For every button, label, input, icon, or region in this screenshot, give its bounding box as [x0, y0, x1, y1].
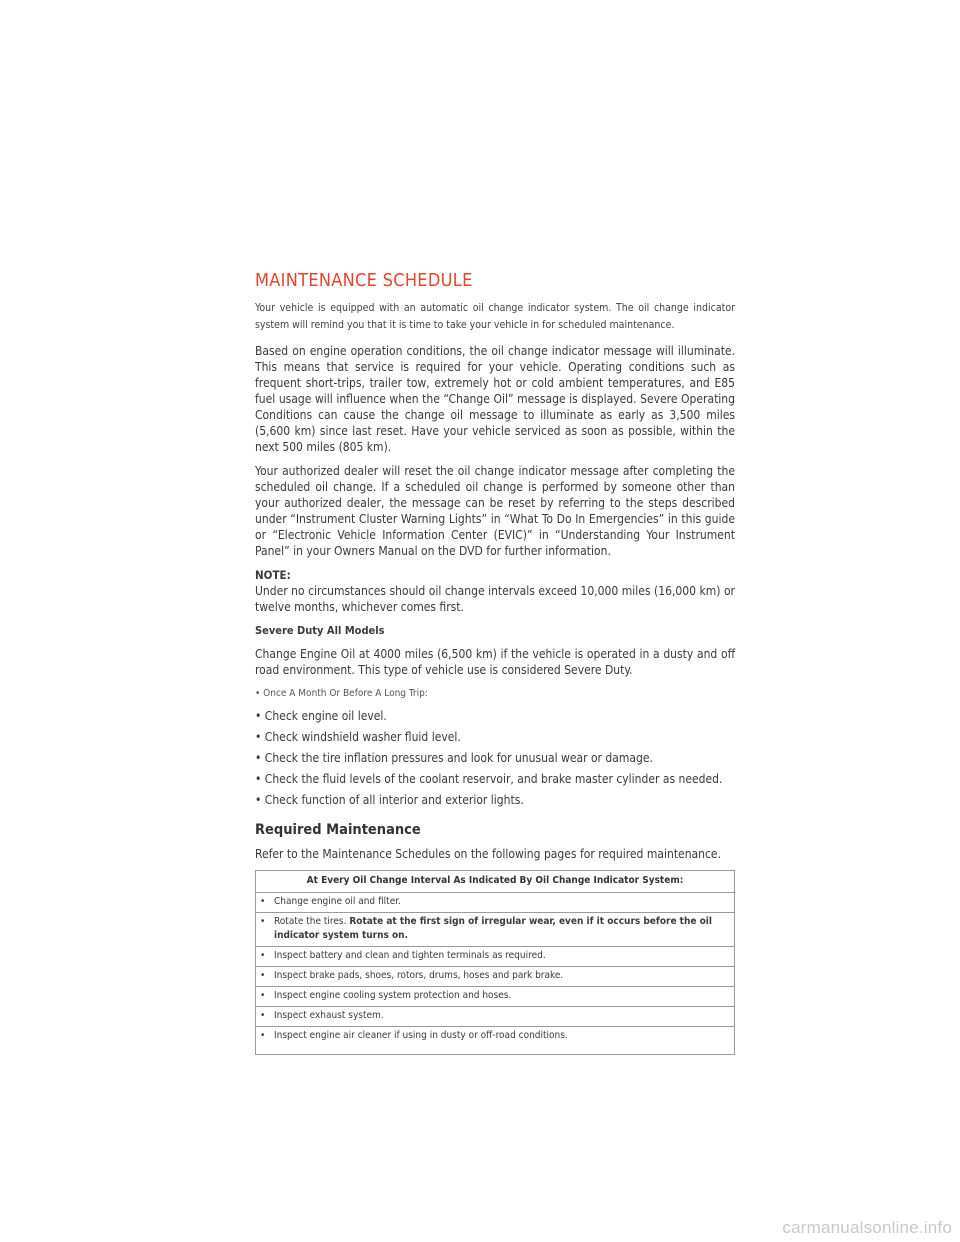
table-row	[256, 1027, 735, 1055]
required-maintenance-text: Refer to the Maintenance Schedules on the following pages for required maintenance.	[255, 847, 722, 861]
intro-text: Your vehicle is equipped with an automatic oil change indicator system. The oil change indicator system will remind you that it is time to take your vehicle in for scheduled maintenance.	[255, 302, 735, 331]
table-cell: Inspect engine cooling system protection and hoses.	[274, 990, 512, 1001]
table-row	[256, 893, 735, 913]
bullet: •	[260, 1010, 266, 1021]
maintenance-table	[255, 870, 735, 1055]
bullet: •	[260, 916, 266, 927]
list-item: • Check the tire inflation pressures and look for unusual wear or damage.	[255, 751, 653, 765]
table-header: At Every Oil Change Interval As Indicated By Oil Change Indicator System:	[256, 871, 735, 893]
list-item: • Check engine oil level.	[255, 709, 387, 723]
bullet: •	[260, 990, 266, 1001]
table-row	[256, 1007, 735, 1027]
table-cell: Inspect brake pads, shoes, rotors, drums, hoses and park brake.	[274, 970, 564, 981]
bullet: •	[260, 950, 266, 961]
table-row	[256, 967, 735, 987]
table-row	[256, 913, 735, 947]
list-item: • Check the fluid levels of the coolant reservoir, and brake master cylinder as needed.	[255, 772, 723, 786]
page-title: MAINTENANCE SCHEDULE	[255, 270, 473, 291]
table-cell-bold: Rotate at the first sign of irregular wear, even if it occurs before the oil indicator system turns on.	[274, 916, 712, 941]
table-cell: Inspect engine air cleaner if using in dusty or off-road conditions.	[274, 1030, 568, 1041]
required-maintenance-title: Required Maintenance	[255, 822, 421, 838]
monthly-check-label: • Once A Month Or Before A Long Trip:	[255, 688, 428, 699]
list-item: • Check windshield washer fluid level.	[255, 730, 461, 744]
severe-duty-text: Change Engine Oil at 4000 miles (6,500 km) if the vehicle is operated in a dusty and off road environment. This type of vehicle use is considered Severe Duty.	[255, 647, 735, 677]
watermark: carmanualsonline.info	[782, 1218, 952, 1237]
page-content	[255, 270, 735, 1055]
table-cell-plain: Rotate the tires.	[274, 916, 350, 927]
bullet: •	[260, 970, 266, 981]
table-cell: Inspect battery and clean and tighten terminals as required.	[274, 950, 546, 961]
list-item: • Check function of all interior and exterior lights.	[255, 793, 524, 807]
severe-duty-heading: Severe Duty All Models	[255, 624, 385, 637]
table-row	[256, 987, 735, 1007]
paragraph-dealer-reset: Your authorized dealer will reset the oil change indicator message after completing the scheduled oil change. If a scheduled oil change is performed by someone other than your authorized dealer, the message can be reset by referring to the steps described under “Instrument Cluster Warning Lights” in “What To Do In Emergencies” in this guide or “Electronic Vehicle Information Center (EVIC)” in “Understanding Your Instrument Panel” in your Owners Manual on the DVD for further information.	[255, 464, 735, 558]
note-label: NOTE:	[255, 568, 291, 582]
bullet: •	[260, 1030, 266, 1041]
bullet: •	[260, 896, 266, 907]
paragraph-oil-indicator: Based on engine operation conditions, the oil change indicator message will illuminate. This means that service is required for your vehicle. Operating conditions such as frequent short-trips, trailer tow, extremely hot or cold ambient temperatures, and E85 fuel usage will influence when the “Change Oil” message is displayed. Severe Operating Conditions can cause the change oil message to illuminate as early as 3,500 miles (5,600 km) since last reset. Have your vehicle serviced as soon as possible, within the next 500 miles (805 km).	[255, 344, 735, 454]
note-text: Under no circumstances should oil change intervals exceed 10,000 miles (16,000 km) or twelve months, whichever comes first.	[255, 584, 735, 614]
table-row	[256, 947, 735, 967]
monthly-check-list	[255, 708, 735, 808]
table-cell: Inspect exhaust system.	[274, 1010, 384, 1021]
table-cell	[274, 915, 730, 943]
table-cell: Change engine oil and filter.	[274, 896, 401, 907]
